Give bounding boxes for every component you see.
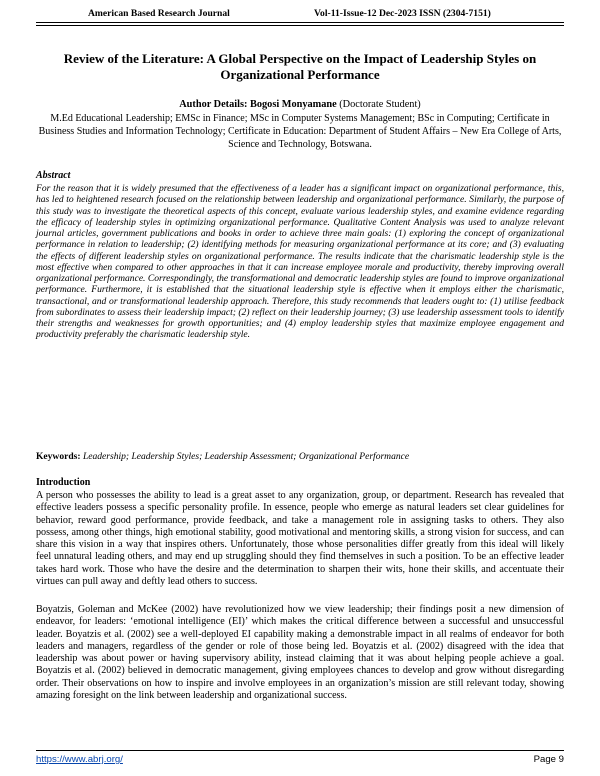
running-header <box>36 8 564 22</box>
abstract-text: For the reason that it is widely presumed that the effectiveness of a leader has a significant impact on organizational performance, this, has led to heightened research focused on the relationship between leadership and organizational performance. Similarly, the purpose of this study was to investigate the theoretical aspects of this concept, evaluate various leadership styles, and examine evidence regarding the efficacy of leadership styles in optimizing organizational performance. Qualitative Content Analysis was used to analyze relevant journal articles, government publications and books in order to achieve three main goals: (1) exploring the concept of organizational performance in relation to leadership; (2) identifying methods for measuring organizational performance at its core; and (3) evaluating the effects of different leadership styles on organizational performance. The results indicate that the charismatic leadership style is the most effective when compared to other approaches in that it can increase employee morale and productivity, thereby improving overall organizational performance. Correspondingly, the transformational and democratic leadership styles are found to improve organizational performance. Furthermore, it is established that the situational leadership style is effective when it employs either the charismatic, transactional, and or transformational leadership approach. Therefore, this study recommends that leaders ought to: (1) utilise feedback from subordinates to assess their leadership impact; (2) reflect on their leadership journey; (3) use leadership assessment tools to identify their strengths and weaknesses for growth opportunities; and (4) employ leadership styles that maximize employee engagement and productivity preferably the charismatic leadership style. <box>36 183 564 341</box>
author-affiliation: M.Ed Educational Leadership; EMSc in Finance; MSc in Computer Systems Management; BSc in Computing; Certificate in Business Studies and Information Technology; Certificate in Education: Department of Student Affairs – New Era College of Arts, Science and Technology, Botswana. <box>38 113 562 150</box>
header-rule-bottom <box>36 25 564 26</box>
keywords-label: Keywords: <box>36 451 81 462</box>
author-line <box>36 98 564 111</box>
journal-url-link[interactable]: https://www.abrj.org/ <box>36 754 123 765</box>
keywords-list: Leadership; Leadership Styles; Leadership Assessment; Organizational Performance <box>82 451 410 462</box>
journal-name: American Based Research Journal <box>88 8 230 19</box>
author-name: Bogosi Monyamane <box>250 99 337 110</box>
page-number: Page 9 <box>533 754 564 765</box>
footer-rule <box>36 750 564 751</box>
paper-title: Review of the Literature: A Global Perspective on the Impact of Leadership Styles on Organizational Performance <box>63 51 537 82</box>
author-label: Author Details: <box>179 99 248 110</box>
introduction-paragraph-2: Boyatzis, Goleman and McKee (2002) have revolutionized how we view leadership; their findings posit a new dimension of endeavor, for leaders: ‘emotional intelligence (EI)’ which makes the critical difference between a successful and unsuccessful leader. Boyatzis et al. (2002) see a well-deployed EI capability making a demonstrable impact in all realms of endeavor for both leaders and managers, regardless of the gender or role of those being led. Boyatzis et al. (2002) disagreed with the idea that leadership was about power or having supervisory ability, instead claiming that it was about helping people achieve a goal. Boyatzis et al. (2002) believed in democratic management, giving employees chances to develop and grow without disregarding order. Their observations on how to inspire and involve employees in an organization’s mission are still relevant today, showing amazing foresight on the link between leadership and organizational success. <box>36 604 564 701</box>
keywords-line <box>36 451 564 463</box>
author-role: (Doctorate Student) <box>339 99 421 110</box>
header-rule-top <box>36 22 564 23</box>
volume-issue: Vol-11-Issue-12 Dec-2023 ISSN (2304-7151) <box>314 8 491 19</box>
abstract-heading: Abstract <box>36 170 71 181</box>
introduction-paragraph-1: A person who possesses the ability to lead is a great asset to any organization, group, or department. Research has revealed that effective leaders possess a specific personality profile. In essence, people who emerge as natural leaders set clear guidelines for behavior, reward good performance, provide feedback, and take a management role in assigning tasks to others. They also possess, among other things, high emotional stability, good motivational and mentoring skills, a strong vision for success, and can share this vision in a way that inspires others. Unfortunately, those whose personalities differ greatly from this ideal will likely feel unnatural leading others, and may end up struggling should they find themselves in such a position. To be an effective leader takes hard work. Those who have the desire and the determination to sharpen their wits, hone their skills, and accentuate their virtues can pull away and deftly lead others to success. <box>36 490 564 587</box>
introduction-heading: Introduction <box>36 477 91 488</box>
